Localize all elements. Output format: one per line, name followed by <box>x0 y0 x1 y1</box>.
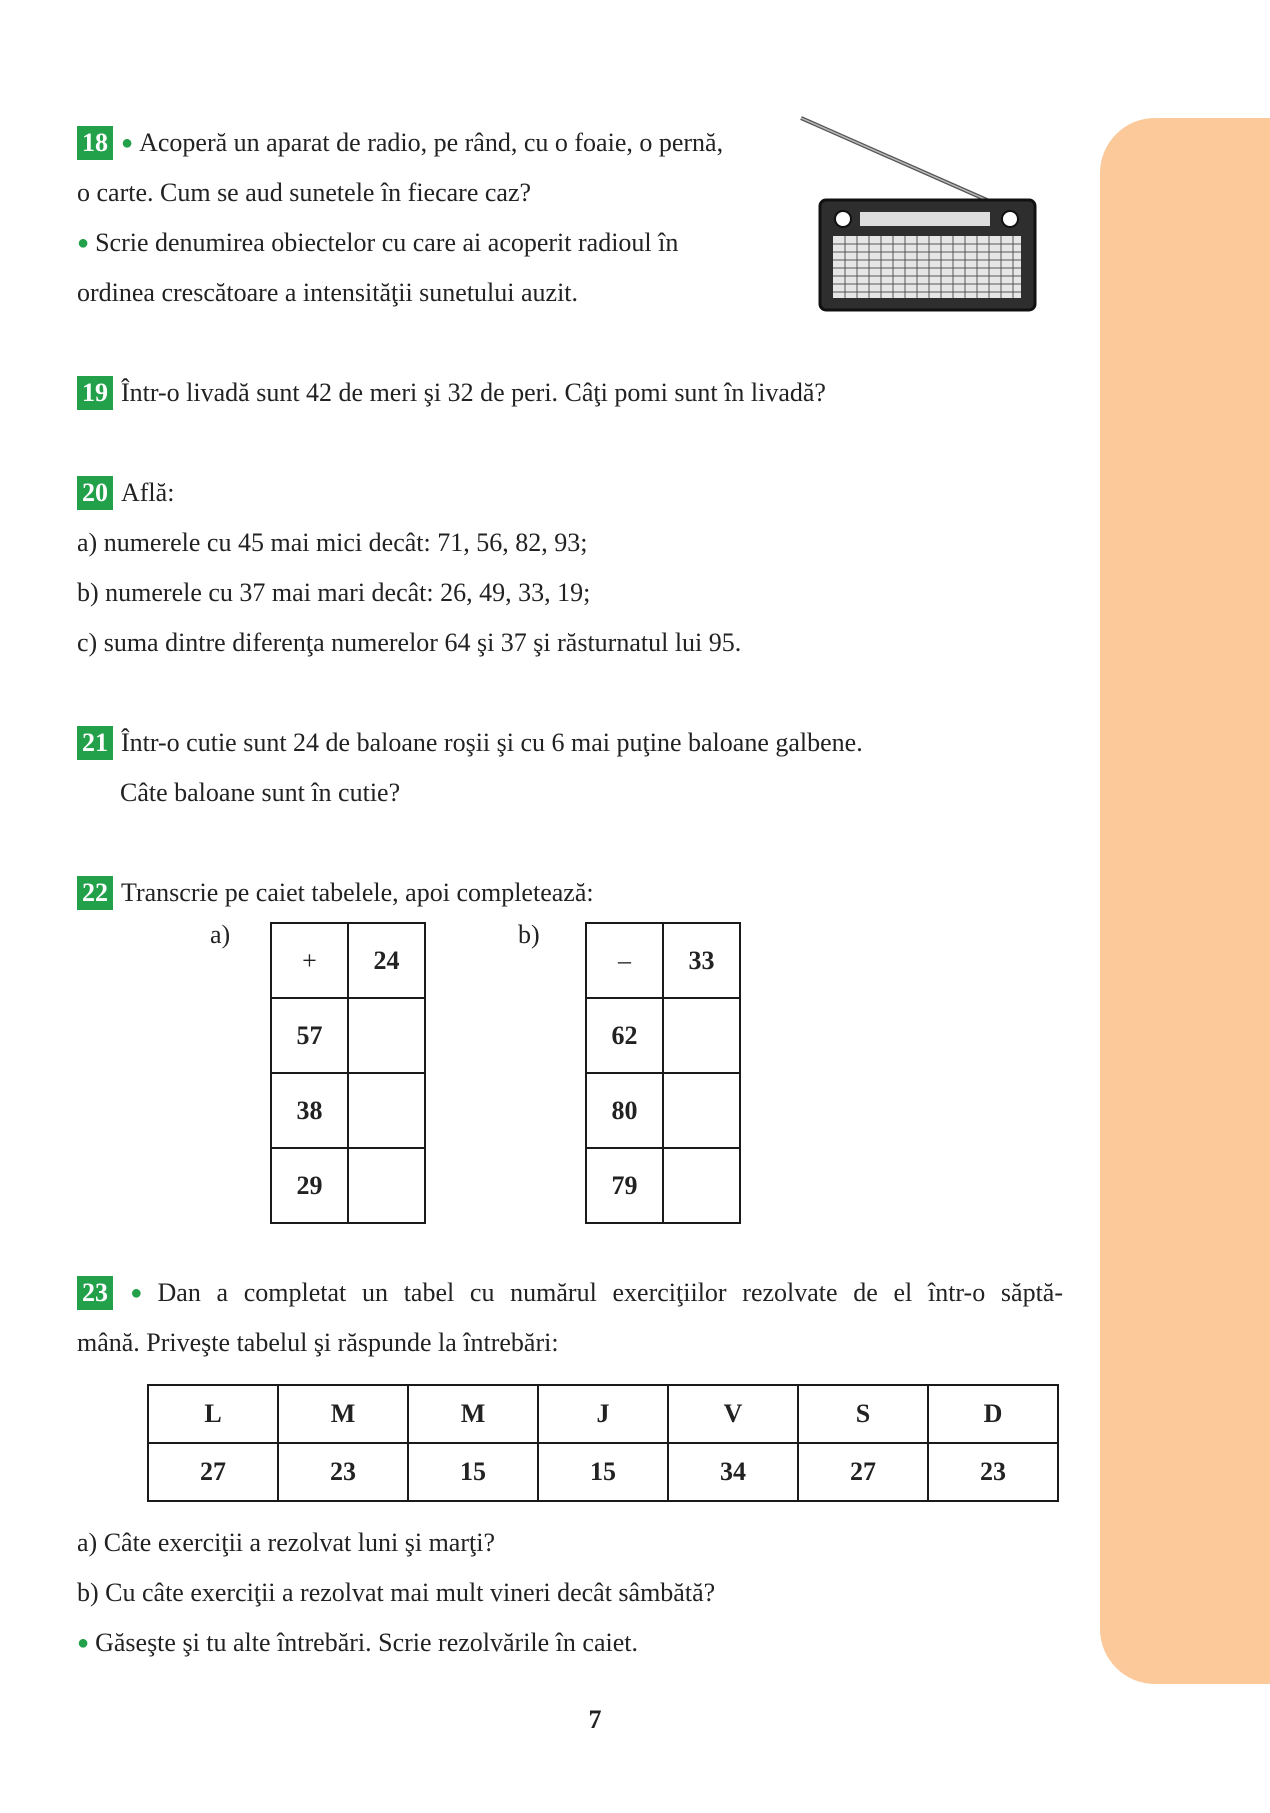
subtraction-table <box>585 922 741 1224</box>
ex21-line2: Câte baloane sunt în cutie? <box>120 778 401 807</box>
ex23-text: Dan a completat un tabel cu numărul exerciţiilor rezolvate de el într-o săptă- <box>157 1278 1063 1307</box>
ex18-line1 <box>77 126 723 162</box>
addition-table <box>270 922 426 1224</box>
day-header-cell: S <box>798 1385 928 1443</box>
green-bullet-icon: ● <box>121 1282 152 1304</box>
ex18-text: Scrie denumirea obiectelor cu care ai acoperit radioul în <box>95 228 679 257</box>
answer-cell <box>663 1148 740 1223</box>
value-cell: 15 <box>408 1443 538 1501</box>
exercise-number-badge: 22 <box>77 876 113 910</box>
value-cell: 34 <box>668 1443 798 1501</box>
side-decoration-band <box>1100 118 1270 1684</box>
row-value-cell: 57 <box>271 998 348 1073</box>
value-cell: 23 <box>928 1443 1058 1501</box>
ex18-line2: o carte. Cum se aud sunetele în fiecare caz? <box>77 178 532 207</box>
ex19-text: Într-o livadă sunt 42 de meri şi 32 de peri. Câţi pomi sunt în livadă? <box>121 378 826 407</box>
ex20-item-c: c) suma dintre diferenţa numerelor 64 şi 37 şi răsturnatul lui 95. <box>77 628 742 657</box>
exercise-number-badge: 21 <box>77 726 113 760</box>
ex20-title-line <box>77 476 174 510</box>
ex21-line1 <box>77 726 863 760</box>
radio-illustration <box>795 110 1040 320</box>
table-row <box>148 1443 1058 1501</box>
ex23-question-b: b) Cu câte exerciţii a rezolvat mai mult vineri decât sâmbătă? <box>77 1578 716 1607</box>
day-header-cell: L <box>148 1385 278 1443</box>
exercise-number-badge: 20 <box>77 476 113 510</box>
row-value-cell: 29 <box>271 1148 348 1223</box>
table-b-label: b) <box>518 920 540 949</box>
table-a-label: a) <box>210 920 231 949</box>
ex20-title: Află: <box>121 478 175 507</box>
answer-cell <box>348 998 425 1073</box>
ex19-line <box>77 376 826 410</box>
ex18-line3 <box>77 226 678 262</box>
answer-cell <box>348 1073 425 1148</box>
ex21-text: Într-o cutie sunt 24 de baloane roşii şi cu 6 mai puţine baloane galbene. <box>121 728 863 757</box>
operator-cell: + <box>271 923 348 998</box>
day-header-cell: M <box>278 1385 408 1443</box>
answer-cell <box>348 1148 425 1223</box>
day-header-cell: M <box>408 1385 538 1443</box>
day-header-cell: V <box>668 1385 798 1443</box>
exercise-number-badge: 18 <box>77 126 113 160</box>
ex18-line4: ordinea crescătoare a intensităţii sunetului auzit. <box>77 278 579 307</box>
green-bullet-icon: ● <box>121 132 134 154</box>
green-bullet-icon: ● <box>77 232 90 254</box>
ex23-text: Găseşte şi tu alte întrebări. Scrie rezolvările în caiet. <box>95 1628 638 1657</box>
row-value-cell: 79 <box>586 1148 663 1223</box>
ex20-item-b: b) numerele cu 37 mai mari decât: 26, 49, 33, 19; <box>77 578 591 607</box>
ex23-line2: mână. Priveşte tabelul şi răspunde la întrebări: <box>77 1328 559 1357</box>
ex22-line <box>77 876 594 910</box>
day-header-cell: J <box>538 1385 668 1443</box>
value-cell: 27 <box>798 1443 928 1501</box>
exercise-number-badge: 19 <box>77 376 113 410</box>
green-bullet-icon: ● <box>77 1632 90 1654</box>
table-row <box>148 1385 1058 1443</box>
row-value-cell: 80 <box>586 1073 663 1148</box>
answer-cell <box>663 1073 740 1148</box>
row-value-cell: 62 <box>586 998 663 1073</box>
page-number: 7 <box>588 1705 602 1734</box>
ex18-text: Acoperă un aparat de radio, pe rând, cu o foaie, o pernă, <box>139 128 724 157</box>
operand-cell: 33 <box>663 923 740 998</box>
operator-cell: – <box>586 923 663 998</box>
value-cell: 27 <box>148 1443 278 1501</box>
exercise-number-badge: 23 <box>77 1276 113 1310</box>
row-value-cell: 38 <box>271 1073 348 1148</box>
ex22-text: Transcrie pe caiet tabelele, apoi completează: <box>121 878 594 907</box>
ex23-line1 <box>77 1276 1063 1312</box>
value-cell: 23 <box>278 1443 408 1501</box>
day-header-cell: D <box>928 1385 1058 1443</box>
ex23-question-a: a) Câte exerciţii a rezolvat luni şi marţi? <box>77 1528 495 1557</box>
weekly-exercises-table <box>147 1384 1059 1502</box>
ex20-item-a: a) numerele cu 45 mai mici decât: 71, 56, 82, 93; <box>77 528 588 557</box>
ex23-question-c <box>77 1626 638 1662</box>
answer-cell <box>663 998 740 1073</box>
operand-cell: 24 <box>348 923 425 998</box>
value-cell: 15 <box>538 1443 668 1501</box>
